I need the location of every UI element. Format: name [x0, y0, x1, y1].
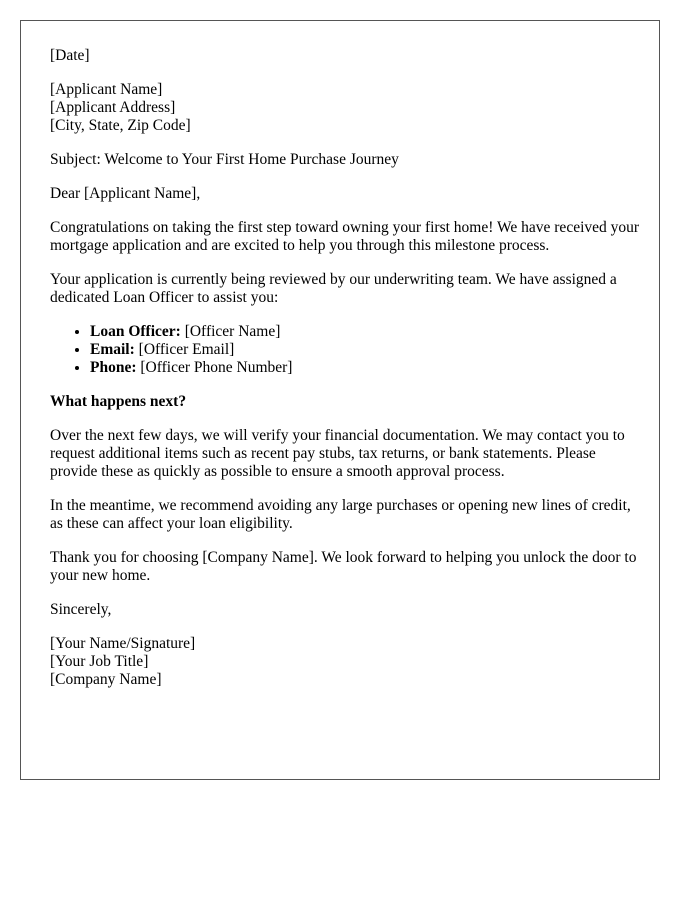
paragraph-thank-you: Thank you for choosing [Company Name]. We look forward to helping you unlock the door to your new home.	[50, 549, 637, 584]
next-steps-heading	[50, 393, 640, 411]
letter-salutation: Dear [Applicant Name],	[50, 185, 201, 202]
contact-item-email	[90, 341, 640, 359]
letter-page	[20, 20, 660, 780]
contact-value: [Officer Email]	[138, 341, 235, 358]
loan-officer-contact-list	[50, 323, 640, 377]
contact-label: Loan Officer:	[90, 323, 181, 340]
paragraph-congratulations: Congratulations on taking the first step toward owning your first home! We have received your mortgage application and are excited to help you through this milestone process.	[50, 219, 640, 254]
recipient-address: [Applicant Address]	[50, 99, 176, 116]
signature-name: [Your Name/Signature]	[50, 635, 196, 652]
contact-item-phone	[90, 359, 640, 377]
signature-company: [Company Name]	[50, 671, 162, 688]
contact-label: Phone:	[90, 359, 137, 376]
recipient-name: [Applicant Name]	[50, 81, 163, 98]
signature-block	[50, 635, 640, 689]
recipient-block	[50, 81, 640, 135]
paragraph-verification: Over the next few days, we will verify your financial documentation. We may contact you to request additional items such as recent pay stubs, tax returns, or bank statements. Please provide these as quickly as possible to ensure a smooth approval process.	[50, 427, 625, 480]
next-steps-heading-text: What happens next?	[50, 393, 187, 410]
paragraph-recommendation: In the meantime, we recommend avoiding any large purchases or opening new lines of credit, as these can affect your loan eligibility.	[50, 497, 631, 532]
signature-title: [Your Job Title]	[50, 653, 149, 670]
contact-item-loan-officer	[90, 323, 640, 341]
letter-date: [Date]	[50, 47, 90, 64]
contact-label: Email:	[90, 341, 135, 358]
recipient-city-state-zip: [City, State, Zip Code]	[50, 117, 191, 134]
paragraph-review: Your application is currently being reviewed by our underwriting team. We have assigned a dedicated Loan Officer to assist you:	[50, 271, 617, 306]
contact-value: [Officer Name]	[184, 323, 281, 340]
letter-closing: Sincerely,	[50, 601, 112, 618]
letter-body	[50, 47, 640, 705]
contact-value: [Officer Phone Number]	[140, 359, 293, 376]
letter-subject: Subject: Welcome to Your First Home Purchase Journey	[50, 151, 399, 168]
